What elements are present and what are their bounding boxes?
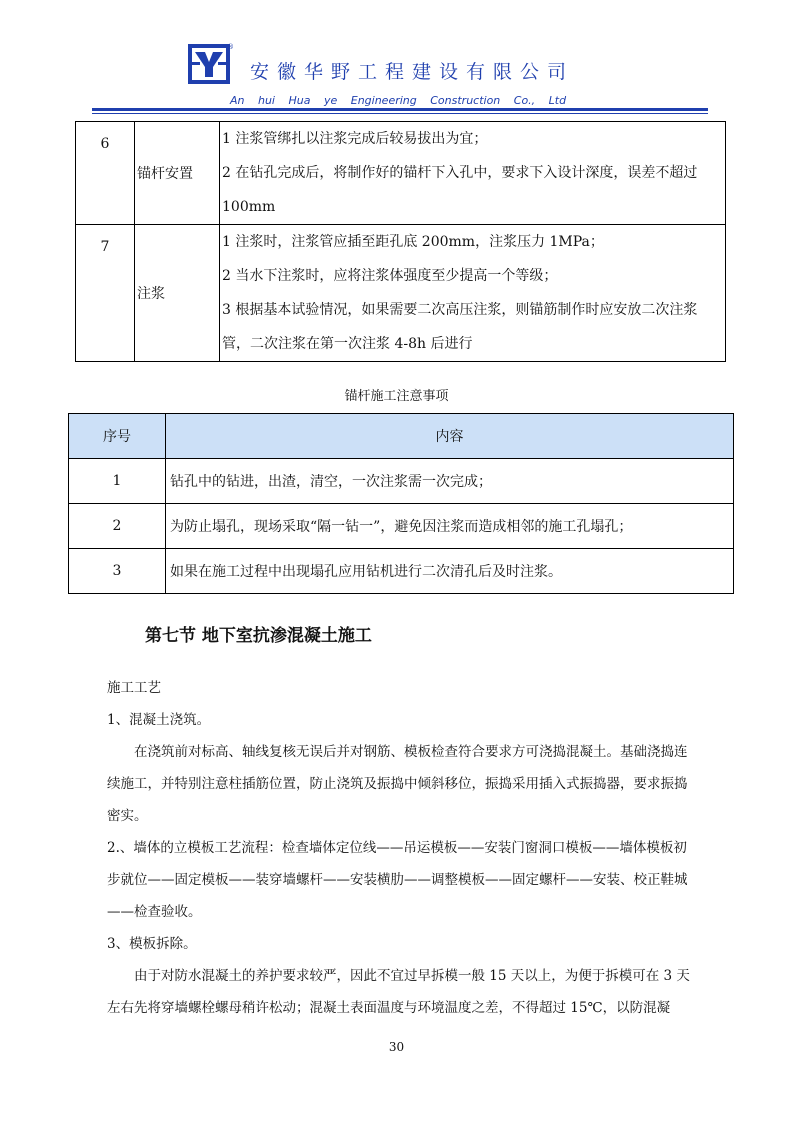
page-number: 30: [388, 1040, 405, 1054]
company-name-cn: 安徽华野工程建设有限公司: [250, 61, 575, 83]
company-logo-icon: [186, 40, 234, 88]
list-item: 2.、墙体的立模板工艺流程：检查墙体定位线——吊运模板——安装门窗洞口模板——墙体模板初步就位——固定模板——装穿墙螺杆——安装横肋——调整模板——固定螺杆——安装、校正鞋城——检查验收。: [107, 840, 688, 920]
header-rule: [92, 108, 708, 111]
paragraph: 由于对防水混凝土的养护要求较严，因此不宜过早拆模一般 15 天以上，为便于拆模可在 3 天左右先将穿墙螺栓螺母稍许松动；混凝土表面温度与环境温度之差，不得超过 15℃，以防混凝: [107, 968, 690, 1016]
table-header-row: [69, 414, 734, 459]
step-name: 注浆: [135, 225, 220, 362]
table-row: [69, 504, 734, 549]
table-row: [69, 459, 734, 504]
section-title: 第七节 地下室抗渗混凝土施工: [145, 626, 372, 646]
svg-text:®: ®: [227, 43, 234, 51]
step-name: 锚杆安置: [135, 122, 220, 225]
content-line: 2 在钻孔完成后，将制作好的锚杆下入孔中，要求下入设计深度，误差不超过 100mm: [222, 165, 698, 215]
section-body: [107, 672, 699, 1024]
header-cell-content: 内容: [166, 414, 734, 459]
step-content: [220, 122, 726, 225]
table-row: [76, 122, 726, 225]
anchor-procedure-table: [75, 121, 726, 362]
row-content: 为防止塌孔，现场采取“隔一钻一”，避免因注浆而造成相邻的施工孔塌孔；: [166, 504, 734, 549]
subheading: 施工工艺: [107, 680, 161, 696]
row-content: 如果在施工过程中出现塌孔应用钻机进行二次清孔后及时注浆。: [166, 549, 734, 594]
row-number: 6: [76, 122, 135, 225]
row-number: 3: [69, 549, 166, 594]
table-row: [69, 549, 734, 594]
content-line: 1 注浆管绑扎以注浆完成后较易拔出为宜；: [222, 131, 488, 147]
content-line: 3 根据基本试验情况，如果需要二次高压注浆，则锚筋制作时应安放二次注浆管，二次注浆在第一次注浆 4-8h 后进行: [222, 302, 698, 352]
row-number: 2: [69, 504, 166, 549]
table-caption: 锚杆施工注意事项: [344, 389, 449, 404]
header-rule-thin: [92, 113, 708, 114]
list-item: 1、混凝土浇筑。: [107, 712, 211, 728]
row-content: 钻孔中的钻进，出渣，清空，一次注浆需一次完成；: [166, 459, 734, 504]
row-number: 7: [76, 225, 135, 362]
header-cell-number: 序号: [69, 414, 166, 459]
row-number: 1: [69, 459, 166, 504]
table-row: [76, 225, 726, 362]
company-name-en: An hui Hua ye Engineering Construction Co., Ltd: [230, 94, 567, 107]
content-line: 1 注浆时，注浆管应插至距孔底 200mm，注浆压力 1MPa；: [222, 234, 604, 250]
anchor-notes-table: [68, 413, 734, 594]
paragraph: 在浇筑前对标高、轴线复核无误后并对钢筋、模板检查符合要求方可浇捣混凝土。基础浇捣连续施工，并特别注意柱插筋位置，防止浇筑及振捣中倾斜移位，振捣采用插入式振捣器，要求振捣密实。: [107, 744, 688, 824]
page-header: [0, 0, 793, 118]
content-line: 2 当水下注浆时，应将注浆体强度至少提高一个等级；: [222, 268, 558, 284]
list-item: 3、模板拆除。: [107, 936, 197, 952]
step-content: [220, 225, 726, 362]
